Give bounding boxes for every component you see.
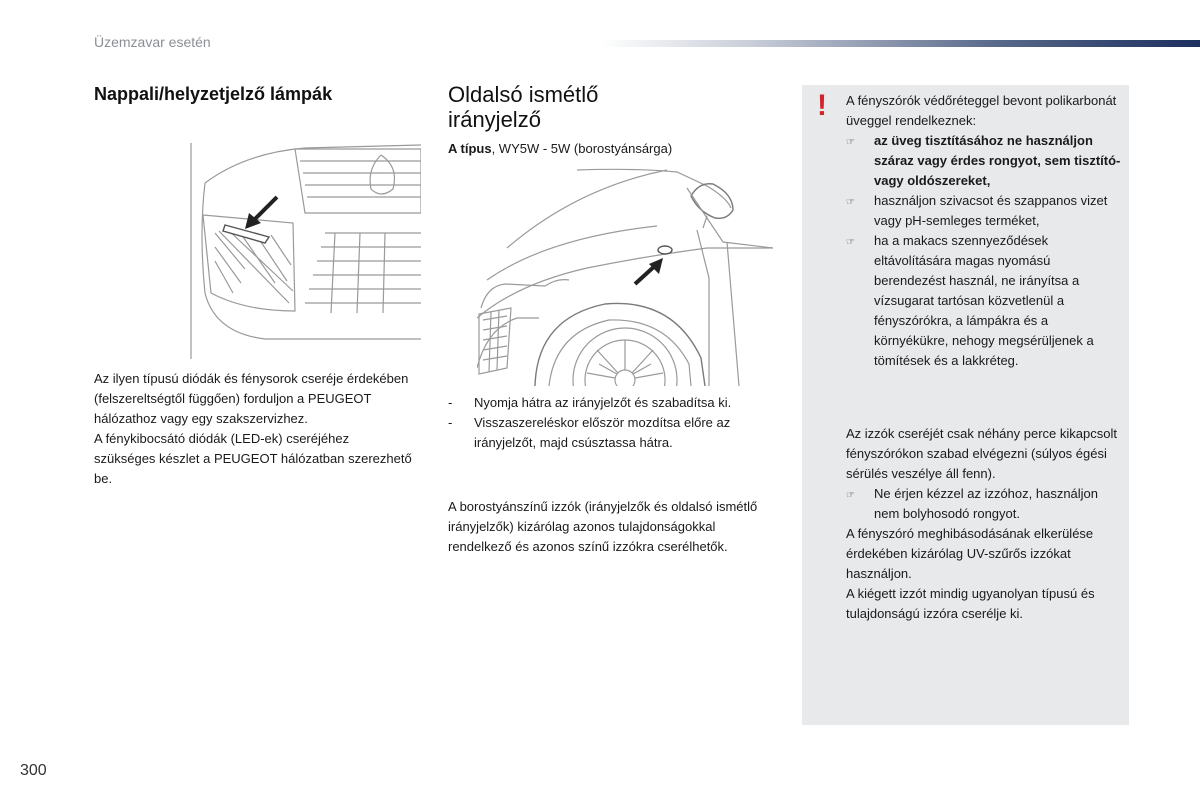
header-gradient-bar [600,40,1200,47]
warning-bullet [846,191,1122,231]
heading-side-repeater [448,82,708,132]
page-number: 300 [20,762,47,779]
exclamation-icon: ! [817,89,827,122]
warning-bullet-text: az üveg tisztításához ne használjon száraz vagy érdes rongyot, sem tisztító- vagy oldószereket, [874,133,1121,188]
warning-bullet [846,131,1122,191]
step-marker: - [448,415,453,430]
step-text: Nyomja hátra az irányjelzőt és szabadítsa ki. [474,395,732,410]
hand-pointer-icon: ☞ [846,490,855,501]
step-text: Visszaszereléskor először mozdítsa előre az irányjelzőt, majd csúsztassa hátra. [474,415,731,450]
heading-daytime-lamps: Nappali/helyzetjelző lámpák [94,84,333,104]
step-item [448,393,778,413]
warning-bullet [846,484,1122,524]
left-body-text [94,369,414,489]
side-repeater-illustration [477,168,773,386]
left-paragraph-2: A fénykibocsátó diódák (LED-ek) cseréjéhez szükséges készlet a PEUGEOT hálózatban szerezhető be. [94,431,412,486]
warning-para-2: Az izzók cseréjét csak néhány perce kikapcsolt fényszórókon szabad elvégezni (súlyos égési sérülés veszélye áll fenn). [846,426,1117,481]
section-title: Üzemzavar esetén [94,34,211,50]
hand-pointer-icon: ☞ [846,237,855,248]
heading-line-2: irányjelző [448,107,541,132]
bulb-type-label: A típus [448,141,492,156]
warning-bullet [846,231,1122,371]
warning-bullet-text: ha a makacs szennyeződések eltávolítására magas nyomású berendezést használ, ne irányítsa a vízsugarat tartósan közvetlenül a fényszórókra, a lámpákra és a környékükre, nehogy megsérüljenek a tömítések és a lakkréteg. [874,233,1094,368]
step-list [448,393,778,453]
bulb-type-value: , WY5W - 5W (borostyánsárga) [491,141,673,156]
hand-pointer-icon: ☞ [846,197,855,208]
step-item [448,413,778,453]
warning-para-4: A kiégett izzót mindig ugyanolyan típusú és tulajdonságú izzóra cserélje ki. [846,586,1095,621]
hand-pointer-icon: ☞ [846,137,855,148]
step-marker: - [448,395,453,410]
left-paragraph-1: Az ilyen típusú diódák és fénysorok cseréje érdekében (felszereltségtől függően) forduljon a PEUGEOT hálózathoz vagy egy szakszervizhez. [94,371,409,426]
warning-para-3: A fényszóró meghibásodásának elkerülése érdekében kizárólag UV-szűrős izzókat használjon. [846,526,1094,581]
front-lamp-illustration [185,143,421,359]
warning-bullet-text: Ne érjen kézzel az izzóhoz, használjon nem bolyhosodó rongyot. [874,486,1099,521]
warning-text [846,91,1122,371]
bulb-note: A borostyánszínű izzók (irányjelzők és oldalsó ismétlő irányjelzők) kizárólag azonos tulajdonságokkal rendelkező és azonos színű izzókra cserélhetők. [448,499,758,554]
heading-line-1: Oldalsó ismétlő [448,82,599,107]
warning-intro: A fényszórók védőréteggel bevont polikarbonát üveggel rendelkeznek: [846,93,1117,128]
warning-text-2 [846,424,1122,624]
warning-bullet-text: használjon szivacsot és szappanos vizet vagy pH-semleges terméket, [874,193,1108,228]
bulb-type-line [448,141,672,156]
